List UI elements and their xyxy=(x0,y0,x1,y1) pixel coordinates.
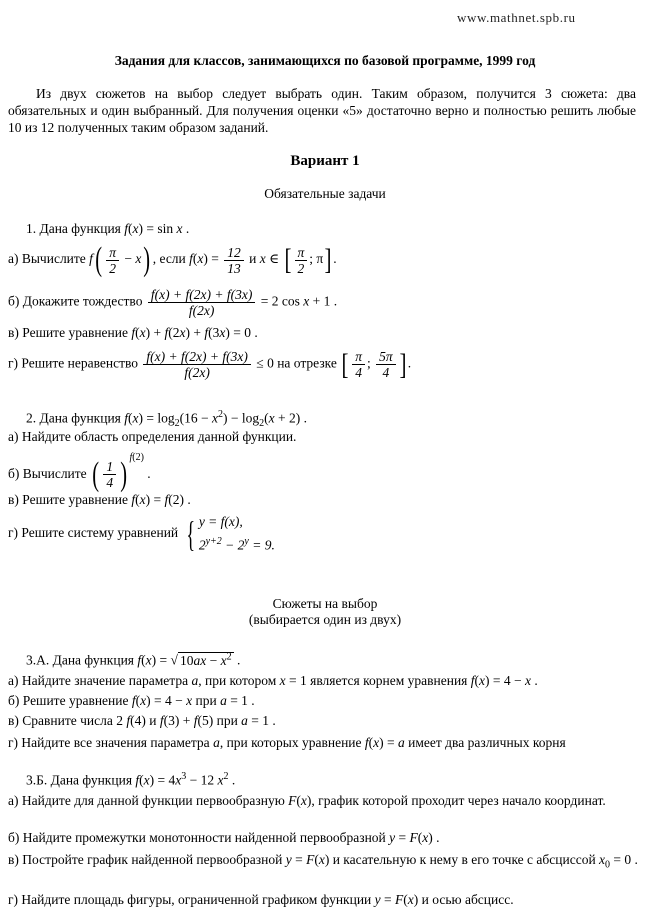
problem-1d: г) Решите неравенство $\frac{f(x) + f(2x) + f(3x)}{f(2x)}$ ≤ 0 на отрезке [ $\frac{\pi}{4}$ ; $\frac{5\pi}{4}$ ] . xyxy=(8,347,412,381)
problem-3a-c: в) Сравните числа 2 f(4) и f(3) + f(5) при a = 1 . xyxy=(8,713,276,728)
problem-1b: б) Докажите тождество $\frac{f(x) + f(2x) + f(3x)}{f(2x)}$ = 2 cos x + 1 . xyxy=(8,287,338,318)
problem-2b: б) Вычислите ( $\frac{1}{4}$ ) $^{f(2)}$ . xyxy=(8,452,151,493)
problem-3a-b: б) Решите уравнение f(x) = 4 − x при a = 1 . xyxy=(8,693,255,708)
choice-heading: Сюжеты на выбор xyxy=(272,596,378,611)
problem-2a: а) Найдите область определения данной функции. xyxy=(8,429,297,444)
problem-1c: в) Решите уравнение f(x) + f(2x) + f(3x) = 0 . xyxy=(8,325,258,340)
problem-3b-a: а) Найдите для данной функции первообразную F(x), график которой проходит через начало координат. xyxy=(8,793,606,808)
page-title: Задания для классов, занимающихся по базовой программе, 1999 год xyxy=(114,53,536,68)
site-url[interactable]: www.mathnet.spb.ru xyxy=(457,10,576,25)
problem-1a: а) Вычислите f( $\frac{\pi}{2}$ − x) , если f(x) = $\frac{12}{13}$ и x ∈ [ $\frac{\pi}{2}$ ; π] . xyxy=(8,241,337,278)
problem-3a-a: а) Найдите значение параметра a, при котором x = 1 является корнем уравнения f(x) = 4 − x . xyxy=(8,673,538,688)
problem-3a-intro: 3.А. Дана функция f(x) = √ $10ax - x^2$ . xyxy=(26,651,241,668)
problem-1-intro: 1. Дана функция f(x) = sin x . xyxy=(26,221,190,236)
problem-3b-d: г) Найдите площадь фигуры, ограниченной графиком функции y = F(x) и осью абсцисс. xyxy=(8,892,514,907)
intro-paragraph: Из двух сюжетов на выбор следует выбрать один. Таким образом, получится 3 сюжета: два обязательных и один выбранный. Для получения оценки «5» достаточно верно и полностью решить любые 10 из 12 полученных таким образом заданий. xyxy=(8,86,636,135)
problem-2d: г) Решите систему уравнений { y = f(x), $2^{y+2} - 2^y = 9$. xyxy=(8,513,275,554)
problem-3a-d: г) Найдите все значения параметра a, при которых уравнение f(x) = a имеет два различных корня xyxy=(8,735,566,750)
problem-3b-b: б) Найдите промежутки монотонности найденной первообразной y = F(x) . xyxy=(8,830,440,845)
problem-3b-intro: 3.Б. Дана функция $f(x) = 4x^3 - 12$ $x^2$ . xyxy=(26,771,236,788)
problem-2c: в) Решите уравнение f(x) = f(2) . xyxy=(8,492,191,507)
mandatory-heading: Обязательные задачи xyxy=(264,186,386,201)
choice-subheading: (выбирается один из двух) xyxy=(248,612,402,627)
variant-heading: Вариант 1 xyxy=(290,153,360,169)
problem-2-intro: 2. Дана функция $f(x) = \log_2(16 - x^2) - \log_2(x + 2)$ . xyxy=(26,409,308,430)
problem-3b-c: в) Постройте график найденной первообразной y = F(x) и касательную к нему в его точке с абсциссой $x_0 = 0$ . xyxy=(8,852,638,871)
